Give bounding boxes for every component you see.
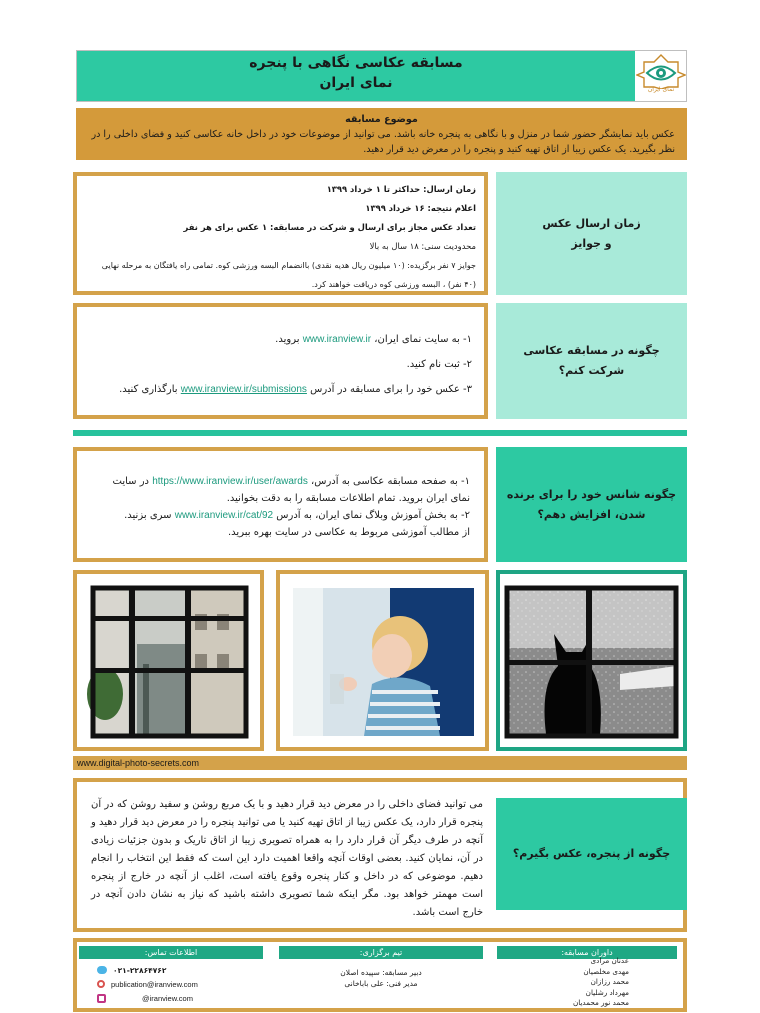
judges-list (509, 956, 629, 1009)
email-row (97, 977, 257, 991)
eye-logo-icon (636, 51, 686, 89)
judge-5: محمد نور محمدیان (572, 998, 629, 1007)
organizer-1: دبیر مسابقه: سپیده اصلان (340, 968, 422, 977)
title-line-2: نمای ایران (319, 75, 393, 91)
judge-1: عدنان مرادی (590, 956, 629, 965)
increase-chance-heading: چگونه شانس خود را برای برنده شدن، افزایش دهم؟ (496, 447, 687, 562)
email-icon (97, 980, 105, 988)
join-step-1: ۱- به سایت نمای ایران، www.iranview.ir بروید. (275, 334, 472, 345)
instagram-handle[interactable]: @iranview.com (142, 993, 193, 1003)
how-to-join-heading: چگونه در مسابقه عکاسی شرکت کنم؟ (496, 303, 687, 419)
phone-number: ۰۲۱-۲۲۸۶۴۷۶۲ (113, 965, 167, 975)
timing-heading-line-2: و جوایز (571, 236, 612, 250)
join-step-2: ۲- ثبت نام کنید. (406, 359, 472, 370)
judges-title: داوران مسابقه: (497, 946, 677, 959)
blog-link[interactable]: www.iranview.ir/cat/92 (174, 510, 274, 521)
join-step-3: ۳- عکس خود را برای مسابقه در آدرس www.iranview.ir/submissions بارگذاری کنید. (119, 384, 472, 395)
title-line-1: مسابقه عکاسی نگاهی با پنجره (249, 55, 463, 71)
email-address[interactable]: publication@iranview.com (111, 979, 198, 989)
chance-step-2-line-2: از مطالب آموزشی مربوط به عکاسی در سایت بهره ببرید. (228, 527, 470, 538)
photo-window-street (73, 570, 264, 751)
judge-2: مهدی مخلصیان (583, 966, 629, 976)
awards-link[interactable]: https://www.iranview.ir/user/awards (152, 476, 308, 487)
phone-row (97, 963, 257, 977)
chance-step-1: ۱- به صفحه مسابقه عکاسی به آدرس، https://www.iranview.ir/user/awards در سایت نمای ایران بروید. تمام اطلاعات مسابقه را به دقت بخوانید. (112, 476, 470, 504)
photo-cat-window (496, 570, 687, 751)
window-photo-tips-heading: چگونه از پنجره، عکس بگیرم؟ (496, 798, 687, 910)
prizes-line-2: (۴۰ نفر) ، البسه ورزشی کوه دریافت خواهند کرد. (311, 280, 476, 289)
topic-text: عکس باید نمایشگر حضور شما در منزل و با نگاهی به پنجره خانه باشد. می توانید از موضوعات خود در داخل خانه عکاسی کنید و فضای داخلی را در نظر بگیرید. یک عکس زیبا از اتاق تهیه کنید و پنجره را در معرض دید قرار دهید. (91, 129, 675, 155)
submissions-link[interactable]: www.iranview.ir/submissions (180, 384, 307, 395)
submit-deadline: زمان ارسال: حداکثر تا ۱ خرداد ۱۳۹۹ (326, 184, 476, 194)
organizer-2: مدیر فنی: علی باباخانی (344, 979, 418, 988)
organizers (279, 967, 483, 989)
iranview-link[interactable]: www.iranview.ir (302, 334, 372, 345)
contact-info (97, 963, 257, 1005)
prizes-line-1: جوایز ۷ نفر برگزیده: (۱۰ میلیون ریال هدیه نقدی) باانضمام البسه ورزشی کوه. تمامی راه یافتگان به مرحله نهایی (101, 261, 476, 270)
phone-icon (97, 966, 107, 974)
chance-step-2: ۲- به بخش آموزش وبلاگ نمای ایران، به آدرس www.iranview.ir/cat/92 سری بزنید. (124, 510, 470, 521)
timing-prizes-heading (496, 172, 687, 295)
page-title (77, 53, 635, 93)
logo-text: نمای ایران (647, 86, 675, 93)
photo-source: www.digital-photo-secrets.com (73, 756, 687, 770)
section-divider (73, 430, 687, 436)
timing-heading-line-1: زمان ارسال عکس (542, 216, 641, 230)
photo-count-rule: تعداد عکس مجاز برای ارسال و شرکت در مسابقه: ۱ عکس برای هر نفر (183, 222, 476, 232)
how-to-join-box (73, 303, 488, 419)
topic-title: موضوع مسابقه (345, 114, 418, 125)
topic-box (76, 108, 687, 160)
timing-prizes-box (73, 172, 488, 295)
instagram-icon (97, 994, 106, 1003)
age-limit: محدودیت سنی: ۱۸ سال به بالا (369, 241, 476, 251)
window-photo-tips-text: می توانید فضای داخلی را در معرض دید قرار دهید و با یک مربع روشن و سفید روشن که در آن پنجره قرار دارد، یک عکس زیبا از اتاق تهیه کنید یا می توانید پنجره را در معرض دید قرار دهید و آنچه در طرف دیگر آن قرار دارد را به همراه تصویری زیبا از اتاق تاریک و بدون جزئیات زیادی در آن، نمایان کنید. بعضی اوقات آنچه واقعا اهمیت دارد این است که فقط این انتخاب را انجام دهیم. موضوعی که در داخل و کنار پنجره وقوع یافته است، اغلب از آنچه در خارج از پنجره است مهمتر خواهد بود. مگر اینکه شما تصویری داشته باشید که نیاز به نشان دادن آنچه در خارج است باشد. (91, 799, 483, 918)
increase-chance-box (73, 447, 488, 562)
instagram-row (97, 991, 257, 1005)
judge-3: محمد رزازان (590, 977, 629, 986)
footer (73, 938, 687, 1012)
judge-4: مهرداد رشلیان (585, 987, 629, 997)
contact-title: اطلاعات تماس: (79, 946, 263, 959)
photo-child-window (276, 570, 489, 751)
logo (636, 51, 686, 101)
organizers-title: تیم برگزاری: (279, 946, 483, 959)
result-date: اعلام نتیجه: ۱۶ خرداد ۱۳۹۹ (365, 203, 476, 213)
